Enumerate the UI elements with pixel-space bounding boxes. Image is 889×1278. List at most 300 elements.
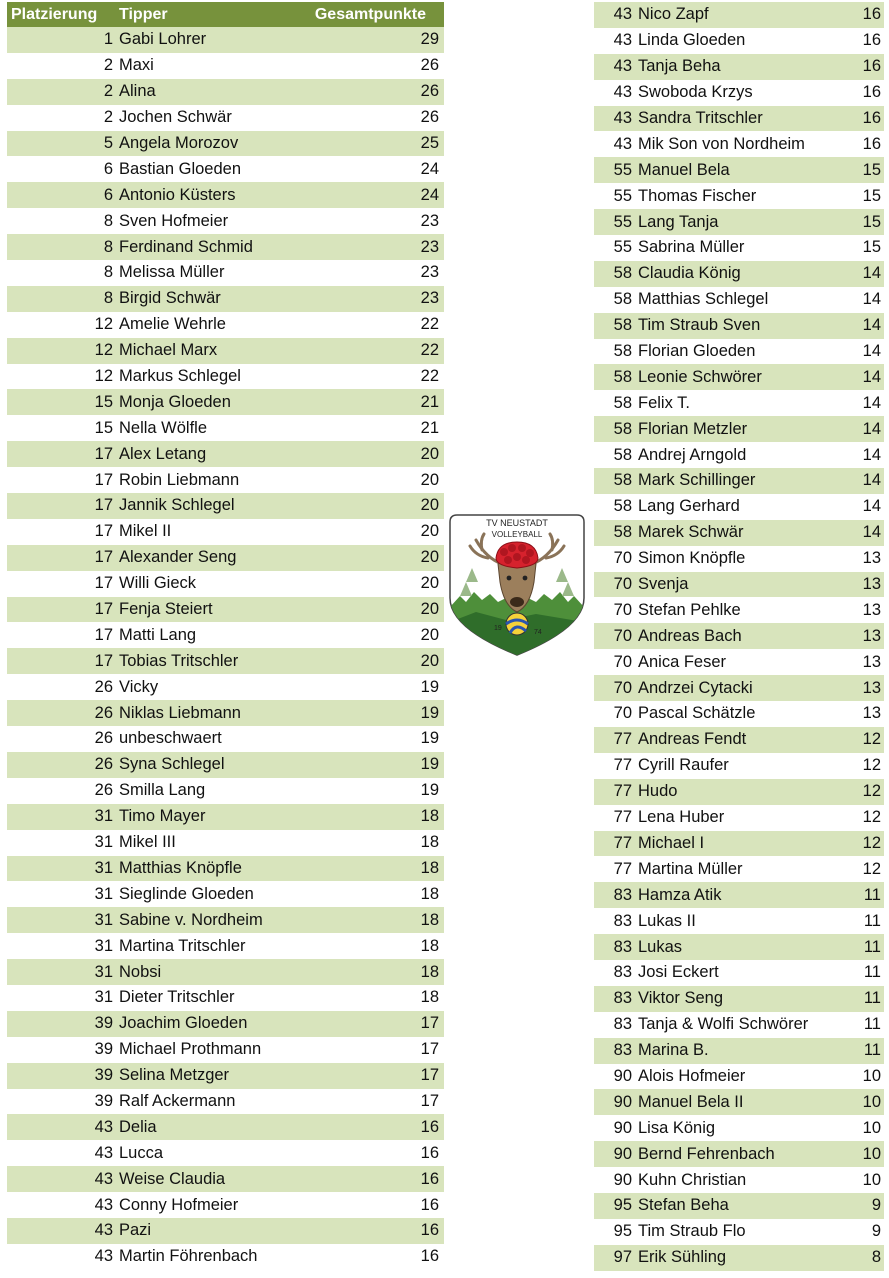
points-cell: 17 xyxy=(420,1066,439,1085)
rank-cell: 90 xyxy=(613,1066,632,1085)
table-row xyxy=(594,1064,884,1090)
table-row xyxy=(7,467,444,493)
points-cell: 10 xyxy=(862,1092,881,1111)
points-cell: 14 xyxy=(862,342,881,361)
club-logo xyxy=(446,512,588,658)
rank-cell: 58 xyxy=(613,316,632,335)
name-cell: Gabi Lohrer xyxy=(119,30,207,49)
points-cell: 19 xyxy=(420,677,439,696)
name-cell: Sandra Tritschler xyxy=(638,109,763,127)
rank-cell: 12 xyxy=(94,315,113,334)
points-cell: 24 xyxy=(420,185,439,204)
table-row xyxy=(7,415,444,441)
name-cell: Swoboda Krzys xyxy=(638,83,753,102)
rank-cell: 95 xyxy=(613,1196,632,1215)
ranking-table-right xyxy=(594,2,884,1271)
name-cell: Hamza Atik xyxy=(638,885,722,904)
table-row xyxy=(594,779,884,805)
name-cell: Lang Tanja xyxy=(638,212,719,231)
name-cell: Lucca xyxy=(119,1143,164,1162)
points-cell: 13 xyxy=(862,549,881,568)
table-row xyxy=(7,1063,444,1089)
table-row xyxy=(594,546,884,572)
table-row xyxy=(7,312,444,338)
rank-cell: 70 xyxy=(613,678,632,697)
table-row xyxy=(594,54,884,80)
points-cell: 21 xyxy=(420,392,439,411)
table-row xyxy=(594,287,884,313)
rank-cell: 77 xyxy=(613,730,632,749)
header-points: Gesamtpunkte xyxy=(314,5,426,23)
rank-cell: 70 xyxy=(613,652,632,671)
name-cell: Weise Claudia xyxy=(119,1169,226,1188)
rank-cell: 8 xyxy=(103,263,113,282)
points-cell: 11 xyxy=(863,937,881,956)
rank-cell: 26 xyxy=(94,755,113,774)
table-row xyxy=(7,700,444,726)
rank-cell: 26 xyxy=(94,781,113,800)
name-cell: Lisa König xyxy=(638,1118,716,1137)
table-row xyxy=(594,701,884,727)
rank-cell: 31 xyxy=(94,936,113,955)
table-row xyxy=(594,157,884,183)
rank-cell: 39 xyxy=(94,1014,113,1033)
rank-cell: 2 xyxy=(103,82,113,101)
points-cell: 18 xyxy=(420,936,439,955)
table-row xyxy=(7,234,444,260)
name-cell: Tanja Beha xyxy=(638,57,721,76)
name-cell: Sabine v. Nordheim xyxy=(119,910,263,929)
rank-cell: 2 xyxy=(103,56,113,75)
rank-cell: 15 xyxy=(94,392,113,411)
name-cell: Robin Liebmann xyxy=(119,470,240,489)
table-row xyxy=(594,209,884,235)
table-row xyxy=(7,286,444,312)
name-cell: Cyrill Raufer xyxy=(638,756,729,775)
ranking-rows-left xyxy=(7,27,444,1270)
rank-cell: 58 xyxy=(613,264,632,283)
rank-cell: 17 xyxy=(94,470,113,489)
name-cell: Erik Sühling xyxy=(638,1248,727,1267)
name-cell: Willi Gieck xyxy=(119,574,196,593)
table-row xyxy=(594,597,884,623)
table-header xyxy=(7,2,444,27)
name-cell: Viktor Seng xyxy=(638,989,723,1008)
points-cell: 16 xyxy=(862,83,881,102)
rank-cell: 83 xyxy=(613,911,632,930)
name-cell: Conny Hofmeier xyxy=(119,1195,239,1214)
rank-cell: 17 xyxy=(94,651,113,670)
rank-cell: 90 xyxy=(613,1118,632,1137)
points-cell: 12 xyxy=(862,782,881,801)
table-row xyxy=(7,726,444,752)
points-cell: 16 xyxy=(862,109,881,127)
name-cell: Selina Metzger xyxy=(119,1066,230,1085)
table-row xyxy=(594,390,884,416)
table-row xyxy=(7,778,444,804)
points-cell: 23 xyxy=(420,211,439,230)
points-cell: 18 xyxy=(420,833,439,852)
points-cell: 20 xyxy=(420,625,439,644)
table-row xyxy=(7,27,444,53)
name-cell: Dieter Tritschler xyxy=(119,988,235,1007)
name-cell: Josi Eckert xyxy=(638,963,719,982)
points-cell: 16 xyxy=(420,1143,439,1162)
rank-cell: 17 xyxy=(94,574,113,593)
table-row xyxy=(594,1245,884,1271)
table-row xyxy=(594,934,884,960)
name-cell: Alois Hofmeier xyxy=(638,1066,746,1085)
rank-cell: 39 xyxy=(94,1066,113,1085)
points-cell: 16 xyxy=(862,31,881,50)
name-cell: Martina Tritschler xyxy=(119,936,246,955)
rank-cell: 17 xyxy=(94,522,113,541)
rank-cell: 31 xyxy=(94,962,113,981)
points-cell: 10 xyxy=(862,1144,881,1163)
table-row xyxy=(7,182,444,208)
table-row xyxy=(7,674,444,700)
table-row xyxy=(594,649,884,675)
table-row xyxy=(7,105,444,131)
points-cell: 15 xyxy=(862,238,881,257)
points-cell: 10 xyxy=(862,1118,881,1137)
name-cell: Jochen Schwär xyxy=(119,108,232,127)
table-row xyxy=(7,571,444,597)
table-row xyxy=(594,313,884,339)
points-cell: 19 xyxy=(420,781,439,800)
rank-cell: 1 xyxy=(103,30,113,49)
points-cell: 11 xyxy=(863,963,881,982)
name-cell: Florian Gloeden xyxy=(638,342,756,361)
name-cell: Michael Marx xyxy=(119,341,218,360)
points-cell: 13 xyxy=(862,704,881,723)
points-cell: 16 xyxy=(420,1169,439,1188)
ranking-table-left xyxy=(7,2,444,1270)
points-cell: 16 xyxy=(862,5,881,24)
rank-cell: 77 xyxy=(613,833,632,852)
points-cell: 12 xyxy=(862,808,881,827)
table-row xyxy=(7,752,444,778)
name-cell: Delia xyxy=(119,1117,157,1136)
rank-cell: 95 xyxy=(613,1222,632,1241)
table-row xyxy=(594,831,884,857)
rank-cell: 58 xyxy=(613,393,632,412)
points-cell: 21 xyxy=(420,418,439,437)
table-row xyxy=(7,959,444,985)
table-row xyxy=(7,493,444,519)
points-cell: 18 xyxy=(420,807,439,826)
rank-cell: 31 xyxy=(94,833,113,852)
points-cell: 16 xyxy=(420,1117,439,1136)
points-cell: 19 xyxy=(420,755,439,774)
table-row xyxy=(594,442,884,468)
rank-cell: 43 xyxy=(94,1169,113,1188)
ranking-rows-right xyxy=(594,2,884,1271)
points-cell: 24 xyxy=(420,159,439,178)
points-cell: 29 xyxy=(420,30,439,49)
points-cell: 13 xyxy=(862,678,881,697)
points-cell: 9 xyxy=(871,1196,881,1215)
table-row xyxy=(7,519,444,545)
name-cell: Tim Straub Sven xyxy=(638,316,761,335)
name-cell: Nico Zapf xyxy=(638,5,709,24)
rank-cell: 77 xyxy=(613,808,632,827)
name-cell: Bastian Gloeden xyxy=(119,159,242,178)
name-cell: Tanja & Wolfi Schwörer xyxy=(638,1015,809,1034)
name-cell: Markus Schlegel xyxy=(119,367,241,386)
rank-cell: 70 xyxy=(613,575,632,594)
rank-cell: 5 xyxy=(103,134,113,152)
points-cell: 14 xyxy=(862,471,881,490)
table-row xyxy=(594,80,884,106)
table-row xyxy=(594,2,884,28)
points-cell: 12 xyxy=(862,730,881,749)
rank-cell: 83 xyxy=(613,989,632,1008)
points-cell: 13 xyxy=(862,600,881,619)
name-cell: Michael I xyxy=(638,833,705,852)
rank-cell: 43 xyxy=(613,134,632,153)
rank-cell: 43 xyxy=(613,57,632,76)
points-cell: 20 xyxy=(420,522,439,541)
rank-cell: 26 xyxy=(94,703,113,722)
rank-cell: 90 xyxy=(613,1092,632,1111)
table-row xyxy=(7,79,444,105)
rank-cell: 70 xyxy=(613,600,632,619)
name-cell: Melissa Müller xyxy=(119,263,225,282)
table-row xyxy=(7,648,444,674)
table-row xyxy=(7,881,444,907)
points-cell: 14 xyxy=(862,523,881,542)
rank-cell: 83 xyxy=(613,885,632,904)
table-row xyxy=(7,260,444,286)
name-cell: Nella Wölfle xyxy=(119,418,208,437)
points-cell: 19 xyxy=(420,729,439,748)
name-cell: Lena Huber xyxy=(638,808,725,827)
table-row xyxy=(7,1011,444,1037)
name-cell: Thomas Fischer xyxy=(638,186,757,205)
points-cell: 18 xyxy=(420,988,439,1007)
rank-cell: 8 xyxy=(103,211,113,230)
table-row xyxy=(594,1193,884,1219)
table-row xyxy=(594,805,884,831)
table-row xyxy=(7,441,444,467)
table-row xyxy=(7,1244,444,1270)
points-cell: 16 xyxy=(420,1221,439,1240)
name-cell: Leonie Schwörer xyxy=(638,367,762,386)
points-cell: 22 xyxy=(420,341,439,360)
points-cell: 18 xyxy=(420,910,439,929)
points-cell: 11 xyxy=(863,885,881,904)
table-row xyxy=(594,520,884,546)
table-row xyxy=(594,416,884,442)
name-cell: Andreas Fendt xyxy=(638,730,747,749)
points-cell: 11 xyxy=(863,1015,881,1034)
points-cell: 14 xyxy=(862,393,881,412)
name-cell: Monja Gloeden xyxy=(119,392,231,411)
rank-cell: 31 xyxy=(94,884,113,903)
name-cell: Syna Schlegel xyxy=(119,755,225,774)
table-row xyxy=(7,1140,444,1166)
name-cell: Joachim Gloeden xyxy=(119,1014,248,1033)
rank-cell: 97 xyxy=(613,1248,632,1267)
points-cell: 23 xyxy=(420,263,439,282)
points-cell: 15 xyxy=(862,160,881,179)
table-row xyxy=(594,1089,884,1115)
logo-year-left: 19 xyxy=(494,625,502,632)
table-row xyxy=(594,1167,884,1193)
points-cell: 11 xyxy=(863,989,881,1008)
points-cell: 20 xyxy=(420,444,439,463)
points-cell: 20 xyxy=(420,496,439,515)
rank-cell: 58 xyxy=(613,523,632,542)
points-cell: 14 xyxy=(862,367,881,386)
rank-cell: 17 xyxy=(94,548,113,567)
table-row xyxy=(594,572,884,598)
rank-cell: 43 xyxy=(94,1117,113,1136)
name-cell: Matti Lang xyxy=(119,625,197,644)
name-cell: Fenja Steiert xyxy=(119,600,213,619)
table-row xyxy=(7,1089,444,1115)
points-cell: 25 xyxy=(420,134,439,152)
points-cell: 23 xyxy=(420,237,439,256)
table-row xyxy=(7,131,444,157)
name-cell: Florian Metzler xyxy=(638,419,748,438)
points-cell: 14 xyxy=(862,445,881,464)
name-cell: Tobias Tritschler xyxy=(119,651,239,670)
name-cell: Niklas Liebmann xyxy=(119,703,241,722)
name-cell: Marina B. xyxy=(638,1041,709,1060)
logo-top-text: TV NEUSTADT xyxy=(486,518,548,528)
points-cell: 18 xyxy=(420,962,439,981)
points-cell: 20 xyxy=(420,574,439,593)
header-name: Tipper xyxy=(119,5,168,23)
points-cell: 14 xyxy=(862,290,881,309)
points-cell: 10 xyxy=(862,1170,881,1189)
table-row xyxy=(594,339,884,365)
rank-cell: 39 xyxy=(94,1091,113,1110)
rank-cell: 58 xyxy=(613,471,632,490)
table-row xyxy=(594,856,884,882)
name-cell: Nobsi xyxy=(119,962,162,981)
table-row xyxy=(594,1012,884,1038)
name-cell: Andrzei Cytacki xyxy=(638,678,753,697)
points-cell: 13 xyxy=(862,626,881,645)
rank-cell: 12 xyxy=(94,341,113,360)
rank-cell: 17 xyxy=(94,600,113,619)
logo-sub-text: VOLLEYBALL xyxy=(491,530,543,539)
table-row xyxy=(594,623,884,649)
name-cell: Anica Feser xyxy=(638,652,727,671)
name-cell: Timo Mayer xyxy=(119,807,206,826)
table-row xyxy=(7,1114,444,1140)
points-cell: 11 xyxy=(863,911,881,930)
table-row xyxy=(7,208,444,234)
table-row xyxy=(594,131,884,157)
table-row xyxy=(7,856,444,882)
rank-cell: 43 xyxy=(613,31,632,50)
table-row xyxy=(7,1166,444,1192)
points-cell: 9 xyxy=(871,1222,881,1241)
points-cell: 14 xyxy=(862,497,881,516)
points-cell: 17 xyxy=(420,1091,439,1110)
name-cell: Linda Gloeden xyxy=(638,31,746,50)
rank-cell: 70 xyxy=(613,626,632,645)
table-row xyxy=(7,985,444,1011)
name-cell: unbeschwaert xyxy=(119,729,222,748)
rank-cell: 8 xyxy=(103,289,113,308)
name-cell: Lang Gerhard xyxy=(638,497,740,516)
points-cell: 20 xyxy=(420,651,439,670)
points-cell: 15 xyxy=(862,186,881,205)
points-cell: 16 xyxy=(420,1247,439,1266)
points-cell: 14 xyxy=(862,264,881,283)
rank-cell: 58 xyxy=(613,290,632,309)
table-row xyxy=(594,960,884,986)
points-cell: 8 xyxy=(871,1248,881,1267)
rank-cell: 70 xyxy=(613,704,632,723)
table-row xyxy=(594,675,884,701)
name-cell: Mikel III xyxy=(119,833,176,852)
name-cell: Alexander Seng xyxy=(119,548,237,567)
points-cell: 20 xyxy=(420,548,439,567)
name-cell: Tim Straub Flo xyxy=(638,1222,746,1241)
table-row xyxy=(594,1115,884,1141)
points-cell: 19 xyxy=(420,703,439,722)
points-cell: 26 xyxy=(420,108,439,127)
name-cell: Martin Föhrenbach xyxy=(119,1247,258,1266)
table-row xyxy=(7,545,444,571)
rank-cell: 15 xyxy=(94,418,113,437)
points-cell: 26 xyxy=(420,82,439,101)
name-cell: Maxi xyxy=(119,56,154,75)
table-row xyxy=(594,1038,884,1064)
table-row xyxy=(594,753,884,779)
name-cell: Mik Son von Nordheim xyxy=(638,134,805,153)
header-rank: Platzierung xyxy=(11,5,98,23)
points-cell: 20 xyxy=(420,600,439,619)
points-cell: 14 xyxy=(862,419,881,438)
points-cell: 23 xyxy=(420,289,439,308)
name-cell: Manuel Bela II xyxy=(638,1092,744,1111)
table-row xyxy=(7,364,444,390)
points-cell: 10 xyxy=(862,1066,881,1085)
rank-cell: 83 xyxy=(613,1041,632,1060)
name-cell: Matthias Schlegel xyxy=(638,290,769,309)
rank-cell: 90 xyxy=(613,1144,632,1163)
points-cell: 14 xyxy=(862,316,881,335)
name-cell: Matthias Knöpfle xyxy=(119,858,242,877)
table-row xyxy=(7,1218,444,1244)
rank-cell: 55 xyxy=(613,160,632,179)
name-cell: Mikel II xyxy=(119,522,172,541)
points-cell: 15 xyxy=(862,212,881,231)
rank-cell: 43 xyxy=(613,109,632,127)
points-cell: 18 xyxy=(420,884,439,903)
rank-cell: 83 xyxy=(613,963,632,982)
name-cell: Marek Schwär xyxy=(638,523,744,542)
name-cell: Stefan Pehlke xyxy=(638,600,741,619)
rank-cell: 55 xyxy=(613,186,632,205)
points-cell: 11 xyxy=(863,1041,881,1060)
name-cell: Alina xyxy=(119,82,156,101)
table-row xyxy=(7,338,444,364)
rank-cell: 70 xyxy=(613,549,632,568)
name-cell: Sven Hofmeier xyxy=(119,211,229,230)
table-row xyxy=(7,389,444,415)
rank-cell: 58 xyxy=(613,445,632,464)
points-cell: 22 xyxy=(420,315,439,334)
points-cell: 22 xyxy=(420,367,439,386)
